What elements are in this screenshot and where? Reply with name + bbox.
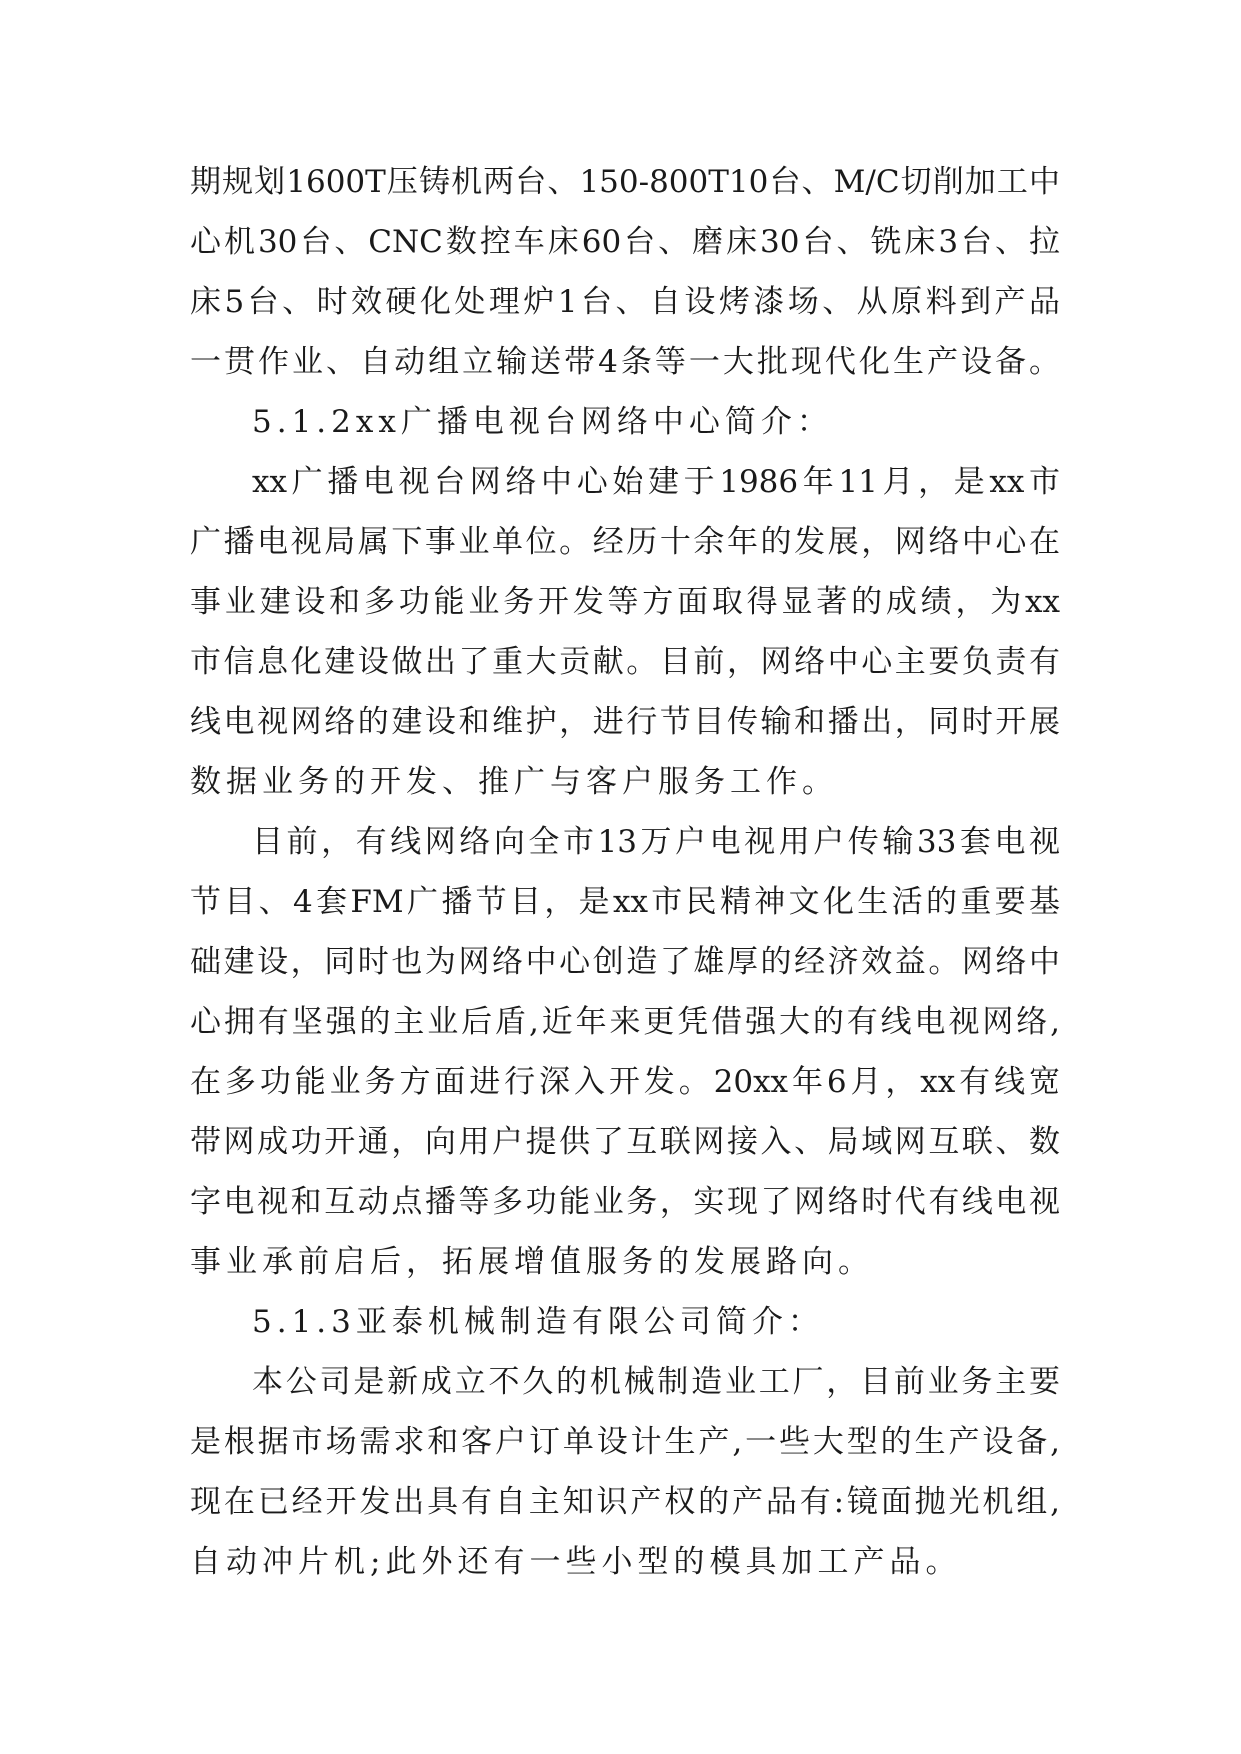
text-line: 线电视网络的建设和维护，进行节目传输和播出，同时开展	[190, 704, 1060, 740]
text-line: 市信息化建设做出了重大贡献。目前，网络中心主要负责有	[190, 644, 1060, 680]
text-line: 本公司是新成立不久的机械制造业工厂，目前业务主要	[252, 1364, 1060, 1400]
text-line: 目前，有线网络向全市13万户电视用户传输33套电视	[252, 824, 1060, 860]
text-line: 期规划1600T压铸机两台、150-800T10台、M/C切削加工中	[190, 164, 1060, 200]
text-line: 节目、4套FM广播节目，是xx市民精神文化生活的重要基	[190, 884, 1060, 920]
text-line: 事业承前启后，拓展增值服务的发展路向。	[190, 1244, 874, 1280]
text-line: 床5台、时效硬化处理炉1台、自设烤漆场、从原料到产品	[190, 284, 1060, 320]
text-line: 础建设，同时也为网络中心创造了雄厚的经济效益。网络中	[190, 944, 1060, 980]
text-line: 心机30台、CNC数控车床60台、磨床30台、铣床3台、拉	[190, 224, 1060, 260]
text-line: 广播电视局属下事业单位。经历十余年的发展，网络中心在	[190, 524, 1060, 560]
text-line: 事业建设和多功能业务开发等方面取得显著的成绩，为xx	[190, 584, 1060, 620]
text-line: 在多功能业务方面进行深入开发。20xx年6月，xx有线宽	[190, 1064, 1060, 1100]
text-line: 是根据市场需求和客户订单设计生产,一些大型的生产设备,	[190, 1424, 1060, 1460]
text-line: xx广播电视台网络中心始建于1986年11月，是xx市	[252, 464, 1060, 500]
text-line: 现在已经开发出具有自主知识产权的产品有:镜面抛光机组,	[190, 1484, 1060, 1520]
section-heading: 5.1.2xx广播电视台网络中心简介：	[252, 404, 833, 440]
text-line: 数据业务的开发、推广与客户服务工作。	[190, 764, 838, 800]
section-heading: 5.1.3亚泰机械制造有限公司简介：	[252, 1304, 824, 1340]
text-line: 字电视和互动点播等多功能业务，实现了网络时代有线电视	[190, 1184, 1060, 1220]
text-line: 心拥有坚强的主业后盾,近年来更凭借强大的有线电视网络,	[190, 1004, 1060, 1040]
text-line: 一贯作业、自动组立输送带4条等一大批现代化生产设备。	[190, 344, 1060, 380]
text-line: 自动冲片机;此外还有一些小型的模具加工产品。	[190, 1544, 962, 1580]
text-line: 带网成功开通，向用户提供了互联网接入、局域网互联、数	[190, 1124, 1060, 1160]
